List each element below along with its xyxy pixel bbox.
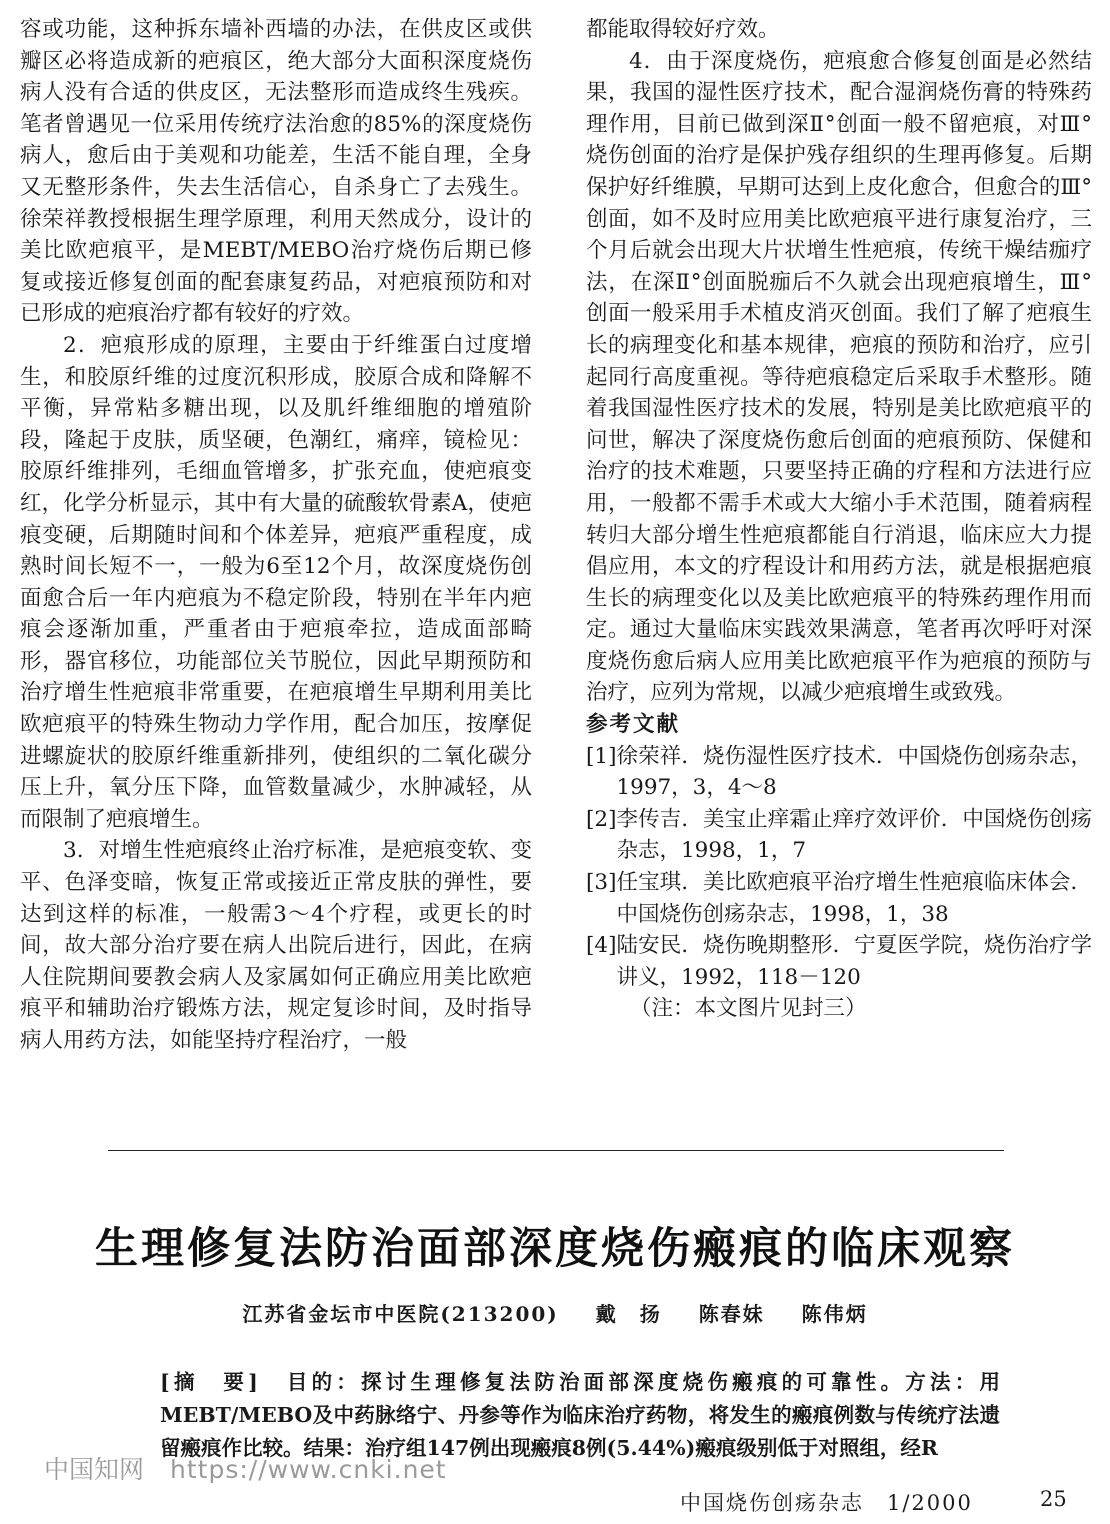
watermark-logo-text: 中国知网 (44, 1455, 145, 1484)
reference-item (586, 930, 1092, 993)
reference-number: [3] (586, 870, 617, 896)
reference-text: 李传吉．美宝止痒霜止痒疗效评价．中国烧伤创疡杂志，1998，1，7 (616, 806, 1092, 864)
abstract-text: [摘 要] 目的：探讨生理修复法防治面部深度烧伤瘢痕的可靠性。方法：用MEBT/MEBO及中药脉络宁、丹参等作为临床治疗药物，将发生的瘢痕例数与传统疗法遗留瘢痕作比较。结果：治疗组147例出现瘢痕8例(5.44%)瘢痕级别低于对照组，经R (160, 1370, 1000, 1460)
reference-text: 徐荣祥．烧伤湿性医疗技术．中国烧伤创疡杂志，1997，3，4～8 (616, 743, 1092, 801)
affiliation: 江苏省金坛市中医院(213200) (242, 1302, 559, 1326)
reference-item (586, 867, 1092, 930)
reference-number: [1] (586, 743, 617, 769)
reference-number: [2] (586, 806, 617, 832)
author-line (0, 1298, 1110, 1327)
reference-text: 陆安民．烧伤晚期整形．宁夏医学院，烧伤治疗学讲义，1992，118－120 (616, 933, 1092, 990)
references-heading: 参考文献 (586, 712, 681, 738)
body-paragraph: 4．由于深度烧伤，疤痕愈合修复创面是必然结果，我国的湿性医疗技术，配合湿润烧伤膏的特殊药理作用，目前已做到深Ⅱ°创面一般不留疤痕，对Ⅲ°烧伤创面的治疗是保护残存组织的生理再修复。后期保护好纤维膜，早期可达到上皮化愈合，但愈合的Ⅲ°创面，如不及时应用美比欧疤痕平进行康复治疗，三个月后就会出现大片状增生性疤痕，传统干燥结痂疗法，在深Ⅱ°创面脱痂后不久就会出现疤痕增生，Ⅲ°创面一般采用手术植皮消灭创面。我们了解了疤痕生长的病理变化和基本规律，疤痕的预防和治疗，应引起同行高度重视。等待疤痕稳定后采取手术整形。随着我国湿性医疗技术的发展，特别是美比欧疤痕平的问世，解决了深度烧伤愈后创面的疤痕预防、保健和治疗的技术难题，只要坚持正确的疗程和方法进行应用，一般都不需手术或大大缩小手术范围，随着病程转归大部分增生性疤痕都能自行消退，临床应大力提倡应用，本文的疗程设计和用药方法，就是根据疤痕生长的病理变化以及美比欧疤痕平的特殊药理作用而定。通过大量临床实践效果满意，笔者再次呼吁对深度烧伤愈后病人应用美比欧疤痕平作为疤痕的预防与治疗，应列为常规，以减少疤痕增生或致残。 (586, 48, 1092, 706)
body-paragraph: 3．对增生性疤痕终止治疗标准，是疤痕变软、变平、色泽变暗，恢复正常或接近正常皮肤的弹性，要达到这样的标准，一般需3～4个疗程，或更长的时间，故大部分治疗要在病人出院后进行，因此，在病人住院期间要教会病人及家属如何正确应用美比欧疤痕平和辅助治疗锻炼方法，规定复诊时间，及时指导病人用药方法，如能坚持疗程治疗，一般 (20, 838, 532, 1053)
body-paragraph: 都能取得较好疗效。 (586, 17, 780, 42)
cnki-watermark (44, 1450, 447, 1486)
body-paragraph: 2．疤痕形成的原理，主要由于纤维蛋白过度增生，和胶原纤维的过度沉积形成，胶原合成和降解不平衡，异常粘多糖出现，以及肌纤维细胞的增殖阶段，隆起于皮肤，质坚硬，色潮红，痛痒，镜检见：胶原纤维排列，毛细血管增多，扩张充血，使疤痕变红，化学分析显示，其中有大量的硫酸软骨素A，使疤痕变硬，后期随时间和个体差异，疤痕严重程度，成熟时间长短不一，一般为6至12个月，故深度烧伤创面愈合后一年内疤痕为不稳定阶段，特别在半年内疤痕会逐渐加重，严重者由于疤痕牵拉，造成面部畸形，器官移位，功能部位关节脱位，因此早期预防和治疗增生性疤痕非常重要，在疤痕增生早期利用美比欧疤痕平的特殊生物动力学作用，配合加压，按摩促进螺旋状的胶原纤维重新排列，使组织的二氧化碳分压上升，氧分压下降，血管数量减少，水肿减轻，从而限制了疤痕增生。 (20, 332, 532, 832)
watermark-url: https://www.cnki.net (170, 1455, 447, 1484)
article-title: 生理修复法防治面部深度烧伤瘢痕的临床观察 (95, 1224, 1015, 1274)
reference-text: 任宝琪．美比欧疤痕平治疗增生性疤痕临床体会．中国烧伤创疡杂志，1998，1，38 (616, 870, 1092, 927)
author-name: 陈春妹 (698, 1302, 765, 1326)
author-name: 戴 扬 (595, 1302, 662, 1326)
reference-item (586, 741, 1092, 804)
right-column (586, 14, 1092, 1025)
page-number: 25 (1040, 1487, 1067, 1511)
reference-number: [4] (586, 933, 617, 959)
figure-note: （注：本文图片见封三） (630, 996, 867, 1022)
body-paragraph: 容或功能，这种拆东墙补西墙的办法，在供皮区或供瓣区必将造成新的疤痕区，绝大部分大面积深度烧伤病人没有合适的供皮区，无法整形而造成终生残疾。笔者曾遇见一位采用传统疗法治愈的85%的深度烧伤病人，愈后由于美观和功能差，生活不能自理，全身又无整形条件，失去生活信心，自杀身亡了去残生。徐荣祥教授根据生理学原理，利用天然成分，设计的美比欧疤痕平，是MEBT/MEBO治疗烧伤后期已修复或接近修复创面的配套康复药品，对疤痕预防和对已形成的疤痕治疗都有较好的疗效。 (20, 17, 532, 327)
author-name: 陈伟炳 (801, 1302, 868, 1326)
left-column (20, 14, 532, 1057)
footer-journal: 中国烧伤创疡杂志 1/2000 (680, 1491, 973, 1515)
section-divider (108, 1150, 1004, 1151)
reference-item (586, 804, 1092, 867)
